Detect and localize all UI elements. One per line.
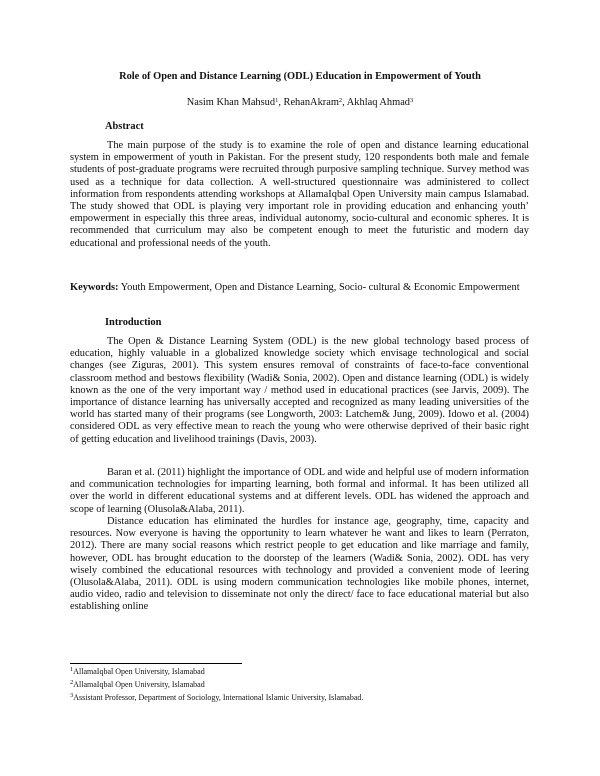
footnote-mark: 2 xyxy=(70,679,74,686)
abstract-paragraph xyxy=(70,140,529,250)
author-mark: 1 xyxy=(275,97,279,104)
author-separator: , xyxy=(278,97,284,108)
intro-paragraph-2 xyxy=(70,467,529,516)
footnote-2 xyxy=(70,680,530,690)
footnote-text: AllamaIqbal Open University, Islamabad xyxy=(73,680,205,689)
intro-paragraph-text: The Open & Distance Learning System (ODL) is the new global technology based process of education, highly valuable in a globalized knowledge society which envisage technological and social changes (see Ziguras, 2001). This system ensures removal of constraints of face-to-face conventional classroom method and bestows flexibility (Wadi& Sonia, 2002). Open and distance learning (ODL) is widely known as the one of the very important way / method used in educational practices (see Jarvis, 2009). The importance of distance learning has universally accepted and recognized as many leading universities of the world has started many of their programs (see Longworth, 2003: Latchem& Jung, 2009). Idowo et al. (2004) considered ODL as very effective mean to reach the young who were otherwise deprived of their basic right of getting education and livelihood trainings (Davis, 2003). xyxy=(70,336,529,445)
author-name: Nasim Khan Mahsud xyxy=(186,97,276,108)
intro-paragraph-text: Distance education has eliminated the hurdles for instance age, geography, time, capacity and resources. Now everyone is having the opportunity to learn whatever he want and likes to learn (Perraton, 2012). There are many social reasons which restrict people to get education and like marriage and family, however, ODL has brought education to the doorstep of the learners (Wadi& Sonia, 2002). ODL has very wisely combined the educational resources with technology and provided a convenient mode of leering (Olusola&Alaba, 2011). ODL is using modern communication technologies like mobile phones, internet, audio video, radio and television to disseminate not only the direct/ face to face educational material but also establishing online xyxy=(70,516,529,613)
paper-title: Role of Open and Distance Learning (ODL) Education in Empowerment of Youth xyxy=(119,71,481,82)
footnote-divider xyxy=(70,663,242,664)
keywords-paragraph xyxy=(70,282,529,294)
author-mark: 3 xyxy=(410,97,414,104)
abstract-heading: Abstract xyxy=(105,121,144,132)
author-line xyxy=(70,96,530,109)
intro-paragraph-text: Baran et al. (2011) highlight the importance of ODL and wide and helpful use of modern information and communication technologies for imparting learning, both formal and informal. It has been utilized all over the world in different educational systems and at different levels. ODL has widened the approach and scope of learning (Olusola&Alaba, 2011). xyxy=(70,467,529,515)
footnote-3 xyxy=(70,693,530,703)
author-mark: 2 xyxy=(338,97,343,104)
footnote-text: AllamaIqbal Open University, Islamabad xyxy=(73,667,205,676)
footnote-mark: 3 xyxy=(70,692,74,699)
intro-paragraph-3 xyxy=(70,516,529,614)
keywords-text: Youth Empowerment, Open and Distance Learning, Socio- cultural & Economic Empowerment xyxy=(118,282,520,293)
author-separator: , xyxy=(342,97,347,108)
footnote-text: Assistant Professor, Department of Sociology, International Islamic University, Islamabad. xyxy=(73,693,364,702)
abstract-text: The main purpose of the study is to examine the role of open and distance learning educational system in empowerment of youth in Pakistan. For the present study, 120 respondents both male and female students of post-graduate programs were recruited through purposive sampling technique. Survey method was used as a technique for data collection. A well-structured questionnaire was administered to collect information from respondents attending workshops at AllamaIqbal Open University main campus Islamabad. The study showed that ODL is playing very important role in providing education and enhancing youth’ empowerment in especially this three areas, individual autonomy, socio-cultural and economic spheres. It is recommended that curriculum may also be competent enough to meet the futuristic and modern day educational and professional needs of the youth. xyxy=(70,140,529,249)
footnote-1 xyxy=(70,667,530,677)
keywords-label: Keywords: xyxy=(70,282,119,293)
author-name: RehanAkram xyxy=(283,97,339,108)
introduction-heading: Introduction xyxy=(105,317,162,328)
author-name: Akhlaq Ahmad xyxy=(346,97,410,108)
intro-paragraph-1 xyxy=(70,336,529,446)
footnote-mark: 1 xyxy=(70,666,74,673)
